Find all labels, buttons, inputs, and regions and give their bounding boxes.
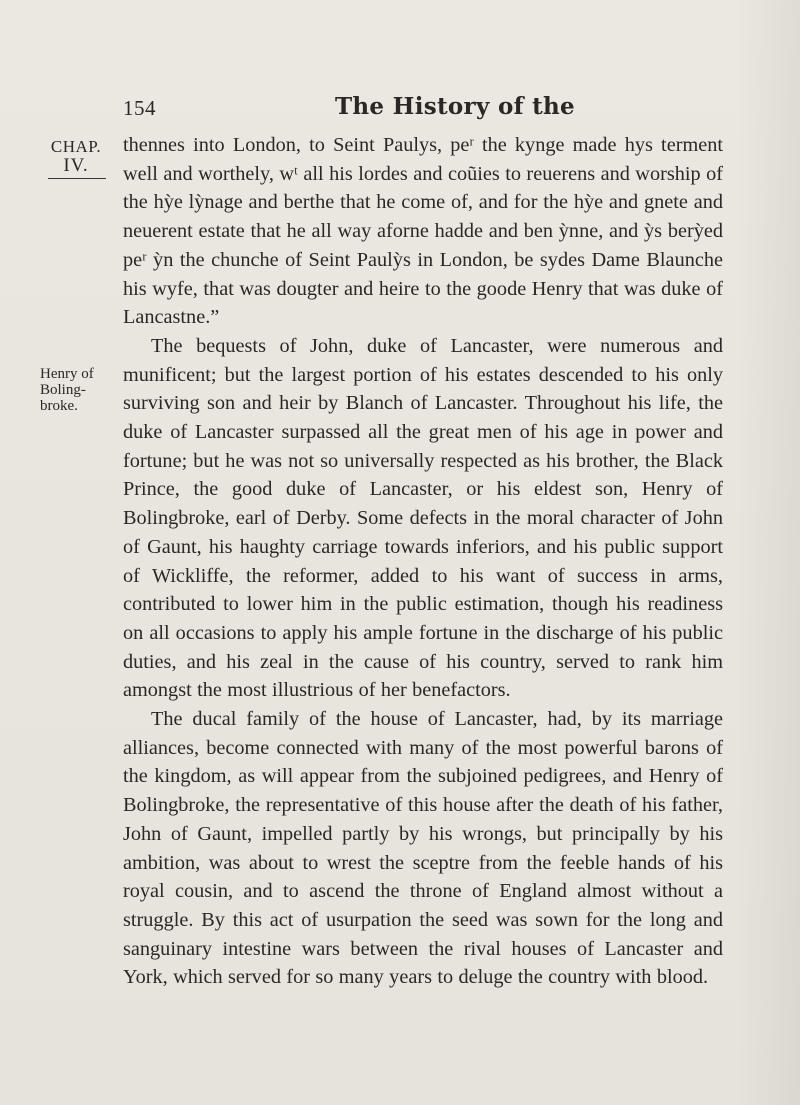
paragraph-ducal-family: The ducal family of the house of Lancaster, had, by its marriage alliances, become connected with many of the most powerful barons of the kingdom, as will appear from the subjoined pedigrees, and Henry of Bolingbroke, the representative of this house after the death of his father, John of Gaunt, impelled partly by his wrongs, but principally by his ambition, was about to wrest the sceptre from the feeble hands of his royal cousin, and to ascend the throne of England almost without a struggle. By this act of usurpation the seed was sown for the long and sanguinary intestine wars between the rival houses of Lancaster and York, which served for so many years to deluge the country with blood. bbox=[123, 708, 723, 989]
paragraph-quotation-end: thennes into London, to Seint Paulys, peʳ the kynge made hys terment well and worthely, wᵗ all his lordes and coũies to reuerens and worship of the hỳe lỳnage and berthe that he come of, and for the hỳe and gnete and neuerent estate that he all way aforne hadde and ben ỳnne, and ỳs berỳed peʳ ỳn the chunche of Seint Paulỳs in London, be sydes Dame Blaunche his wyfe, that was dougter and heire to the goode Henry that was duke of Lancastne.” bbox=[123, 134, 723, 329]
running-title: The History of the bbox=[335, 93, 575, 120]
running-head bbox=[123, 93, 723, 126]
chapter-label: CHAP. bbox=[50, 137, 102, 156]
chapter-number: IV. bbox=[63, 155, 89, 176]
margin-note-line: Henry of bbox=[40, 366, 94, 382]
margin-note-line: broke. bbox=[40, 398, 78, 414]
body-text bbox=[123, 131, 723, 992]
margin-note-henry-of-bolingbroke bbox=[40, 366, 118, 414]
chapter-marker bbox=[48, 137, 104, 175]
chapter-rule bbox=[48, 178, 106, 179]
paragraph-bequests: The bequests of John, duke of Lancaster, were numerous and munificent; but the largest portion of his estates descended to his only surviving son and heir by Blanch of Lancaster. Throughout his life, the duke of Lancaster surpassed all the great men of his age in power and fortune; but he was not so universally respected as his brother, the Black Prince, the good duke of Lancaster, or his eldest son, Henry of Bolingbroke, earl of Derby. Some defects in the moral character of John of Gaunt, his haughty carriage towards inferiors, and his public support of Wickliffe, the reformer, added to his want of success in arms, contributed to lower him in the public estimation, though his readiness on all occasions to apply his ample fortune in the discharge of his public duties, and his zeal in the cause of his country, served to rank him amongst the most illustrious of her benefactors. bbox=[123, 334, 723, 702]
margin-note-line: Boling- bbox=[40, 382, 86, 398]
page-number: 154 bbox=[123, 96, 156, 120]
